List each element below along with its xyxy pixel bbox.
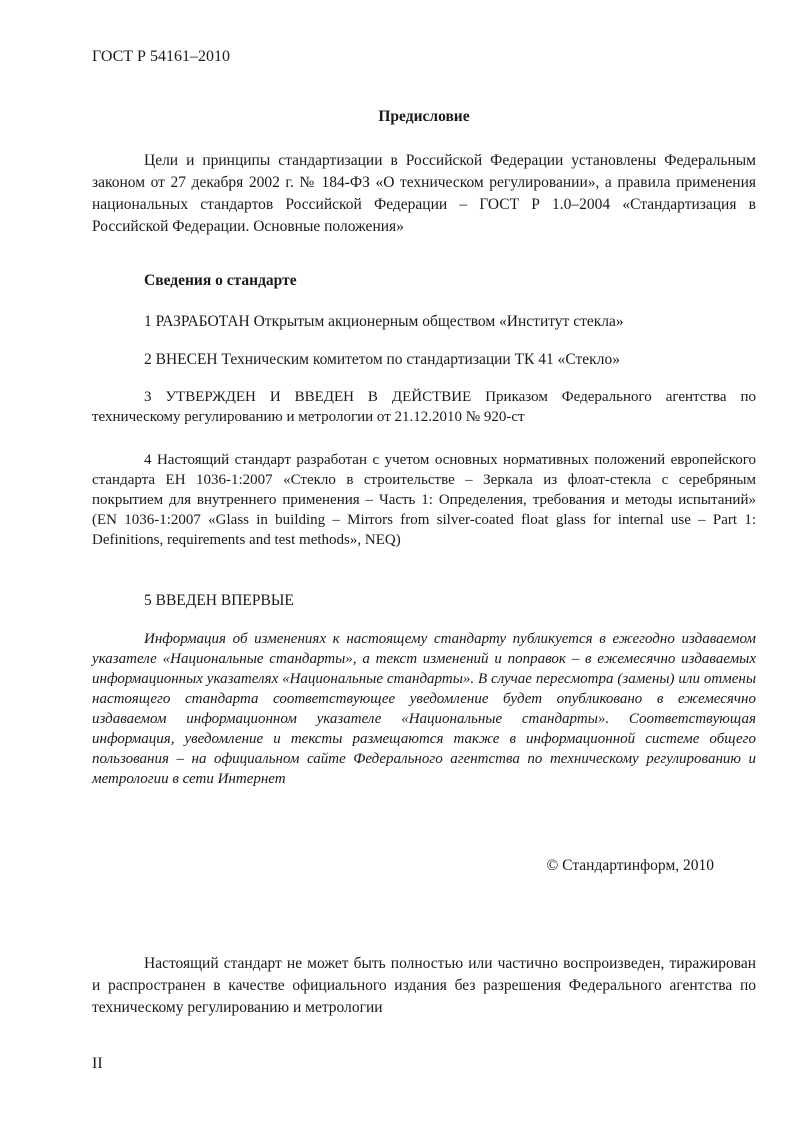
standard-info-item-4: 4 Настоящий стандарт разработан с учетом основных нормативных положений европейского стандарта ЕН 1036-1:2007 «Стекло в строительстве – Зеркала из флоат-стекла с серебряным покрытием для внутреннего применения – Часть 1: Определения, требования и методы испытаний» (EN 1036-1:2007 «Glass in building – Mirrors from silver-coated float glass for internal use – Part 1: Definitions, requirements and test methods», NEQ)	[92, 452, 756, 548]
standard-info-heading: Сведения о стандарте	[144, 272, 297, 289]
standard-info-item-1: 1 РАЗРАБОТАН Открытым акционерным обществом «Институт стекла»	[144, 313, 624, 330]
copyright-line: © Стандартинформ, 2010	[546, 857, 714, 874]
document-code-header: ГОСТ Р 54161–2010	[92, 48, 230, 65]
reproduction-notice-paragraph: Настоящий стандарт не может быть полностью или частично воспроизведен, тиражирован и распространен в качестве официального издания без разрешения Федерального агентства по техническому регулированию и метрологии	[92, 955, 756, 1016]
foreword-intro-paragraph: Цели и принципы стандартизации в Российской Федерации установлены Федеральным законом от 27 декабря 2002 г. № 184-ФЗ «О техническом регулировании», а правила применения национальных стандартов Российской Федерации – ГОСТ Р 1.0–2004 «Стандартизация в Российской Федерации. Основные положения»	[92, 152, 756, 235]
standard-info-item-5: 5 ВВЕДЕН ВПЕРВЫЕ	[144, 592, 294, 609]
foreword-title: Предисловие	[378, 108, 470, 125]
amendments-notice-paragraph: Информация об изменениях к настоящему стандарту публикуется в ежегодно издаваемом указателе «Национальные стандарты», а текст изменений и поправок – в ежемесячно издаваемых информационных указателях «Национальные стандарты». В случае пересмотра (замены) или отмены настоящего стандарта соответствующее уведомление будет опубликовано в ежемесячно издаваемом информационном указателе «Национальные стандарты». Соответствующая информация, уведомление и тексты размещаются также в информационной системе общего пользования – на официальном сайте Федерального агентства по техническому регулированию и метрологии в сети Интернет	[92, 631, 756, 787]
standard-info-item-2: 2 ВНЕСЕН Техническим комитетом по стандартизации ТК 41 «Стекло»	[144, 351, 620, 368]
page-number: II	[92, 1055, 103, 1072]
standard-info-item-3: 3 УТВЕРЖДЕН И ВВЕДЕН В ДЕЙСТВИЕ Приказом Федерального агентства по техническому регулированию и метрологии от 21.12.2010 № 920-ст	[92, 389, 756, 425]
